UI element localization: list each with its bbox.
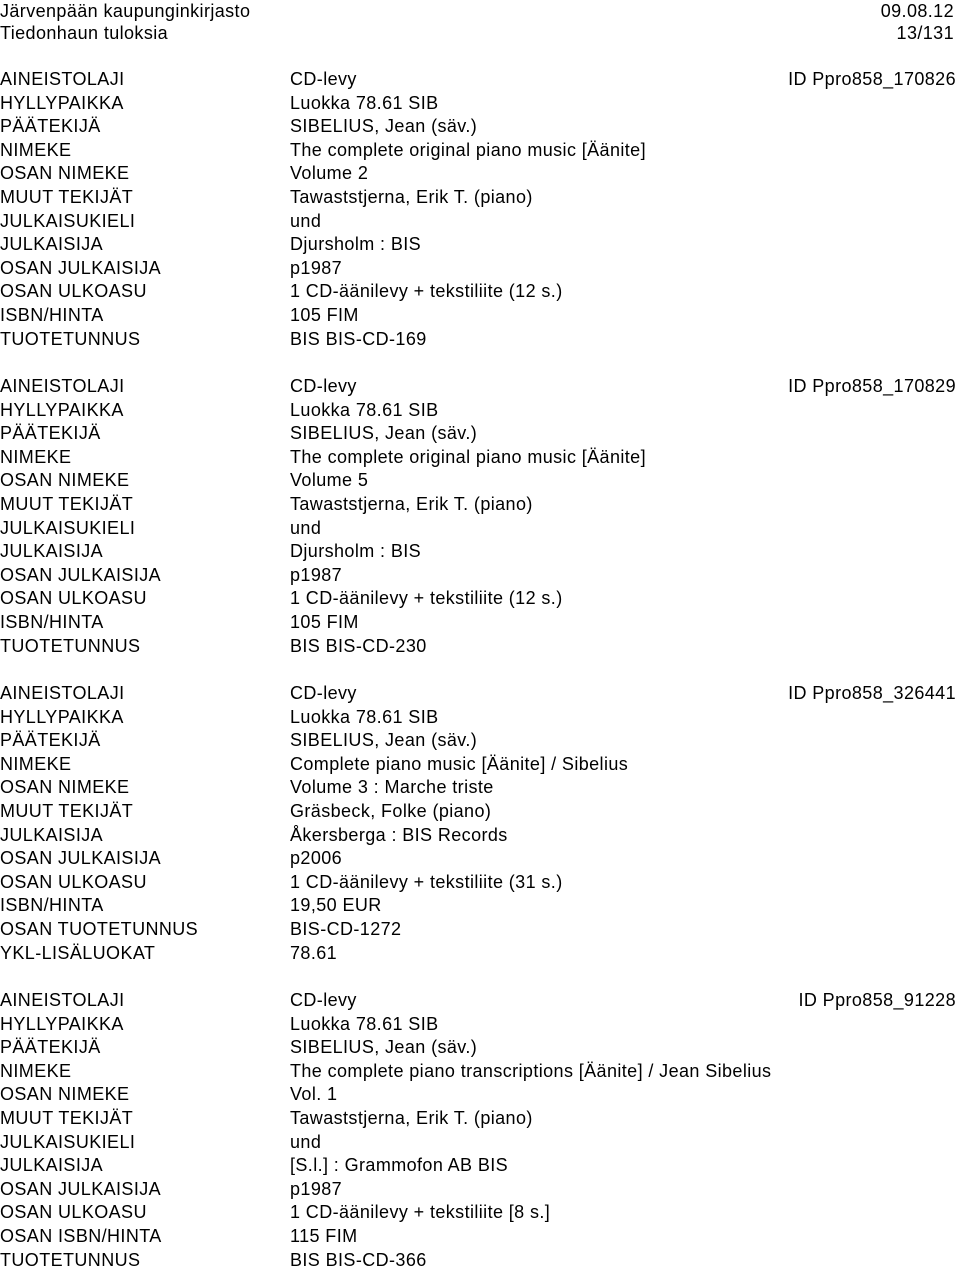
field-row: [0, 115, 960, 139]
field-row: [0, 894, 960, 918]
field-label: JULKAISIJA: [0, 1155, 104, 1176]
field-row: [0, 210, 960, 234]
field-value: Volume 3 : Marche triste: [290, 777, 494, 798]
field-row: [0, 257, 960, 281]
record-id: ID Ppro858_170829: [788, 376, 956, 396]
field-label: JULKAISUKIELI: [0, 1131, 136, 1152]
field-label: HYLLYPAIKKA: [0, 399, 124, 420]
field-label: HYLLYPAIKKA: [0, 92, 124, 113]
field-row: [0, 304, 960, 328]
field-row: [0, 587, 960, 611]
field-label: MUUT TEKIJÄT: [0, 493, 134, 514]
field-label: OSAN NIMEKE: [0, 470, 130, 491]
field-value: Tawaststjerna, Erik T. (piano): [290, 493, 533, 514]
record-id: ID Ppro858_326441: [788, 683, 956, 703]
field-label: MUUT TEKIJÄT: [0, 800, 134, 821]
field-value: Volume 5: [290, 470, 369, 491]
field-row: [0, 1249, 960, 1272]
field-label: OSAN ISBN/HINTA: [0, 1225, 162, 1246]
field-label: AINEISTOLAJI: [0, 69, 125, 89]
field-value: Luokka 78.61 SIB: [290, 1013, 439, 1034]
field-label: NIMEKE: [0, 139, 72, 160]
field-value: SIBELIUS, Jean (säv.): [290, 730, 478, 751]
field-label: NIMEKE: [0, 753, 72, 774]
field-label: NIMEKE: [0, 1060, 72, 1081]
field-label: OSAN JULKAISIJA: [0, 848, 162, 869]
field-row: [0, 1060, 960, 1084]
field-label: HYLLYPAIKKA: [0, 706, 124, 727]
field-row: [0, 753, 960, 777]
field-label: HYLLYPAIKKA: [0, 1013, 124, 1034]
field-value: 115 FIM: [290, 1225, 358, 1246]
field-value: BIS-CD-1272: [290, 918, 402, 939]
field-label: ISBN/HINTA: [0, 895, 104, 916]
field-row: [0, 611, 960, 635]
field-label: OSAN NIMEKE: [0, 1084, 130, 1105]
field-value: BIS BIS-CD-169: [290, 328, 427, 349]
field-row: [0, 1225, 960, 1249]
field-label: OSAN JULKAISIJA: [0, 1178, 162, 1199]
header-row-2: [0, 22, 954, 45]
page-header: [0, 0, 960, 46]
field-label: OSAN ULKOASU: [0, 281, 147, 302]
field-row: [0, 280, 960, 304]
field-value: 19,50 EUR: [290, 895, 382, 916]
field-label: OSAN NIMEKE: [0, 777, 130, 798]
field-value: Luokka 78.61 SIB: [290, 399, 439, 420]
page-number: 13/131: [896, 23, 954, 43]
field-value: CD-levy: [290, 69, 357, 89]
field-value: The complete piano transcriptions [Äänite] / Jean Sibelius: [290, 1060, 772, 1081]
field-row: [0, 1154, 960, 1178]
field-label: AINEISTOLAJI: [0, 376, 125, 396]
field-row: [0, 328, 960, 352]
field-value: 105 FIM: [290, 611, 359, 632]
field-label: OSAN JULKAISIJA: [0, 564, 162, 585]
library-name: Järvenpään kaupunginkirjasto: [0, 1, 251, 21]
field-value: p1987: [290, 564, 343, 585]
field-label: ISBN/HINTA: [0, 304, 104, 325]
field-row: [0, 942, 960, 966]
field-label: YKL-LISÄLUOKAT: [0, 942, 156, 963]
field-row: [0, 1013, 960, 1037]
field-value: Tawaststjerna, Erik T. (piano): [290, 1107, 533, 1128]
record: [0, 682, 960, 965]
field-label: JULKAISUKIELI: [0, 517, 136, 538]
field-value: Luokka 78.61 SIB: [290, 92, 439, 113]
field-row: [0, 729, 960, 753]
field-row: [0, 139, 960, 163]
field-label: TUOTETUNNUS: [0, 1249, 141, 1270]
field-value: The complete original piano music [Äänite]: [290, 446, 646, 467]
field-label: JULKAISIJA: [0, 541, 104, 562]
field-label: ISBN/HINTA: [0, 611, 104, 632]
field-label: NIMEKE: [0, 446, 72, 467]
field-row: [0, 989, 960, 1013]
field-row: [0, 517, 960, 541]
record: [0, 989, 960, 1272]
field-label: OSAN ULKOASU: [0, 871, 147, 892]
record-id: ID Ppro858_170826: [788, 69, 956, 89]
field-row: [0, 776, 960, 800]
field-value: Complete piano music [Äänite] / Sibelius: [290, 753, 629, 774]
field-value: 1 CD-äänilevy + tekstiliite (31 s.): [290, 871, 563, 892]
field-row: [0, 1036, 960, 1060]
field-label: JULKAISUKIELI: [0, 210, 136, 231]
field-row: [0, 493, 960, 517]
field-row: [0, 564, 960, 588]
field-value: [S.l.] : Grammofon AB BIS: [290, 1155, 509, 1176]
field-label: PÄÄTEKIJÄ: [0, 1037, 101, 1058]
field-label: OSAN ULKOASU: [0, 588, 147, 609]
field-label: OSAN JULKAISIJA: [0, 257, 162, 278]
field-value: CD-levy: [290, 683, 357, 703]
field-value: 1 CD-äänilevy + tekstiliite [8 s.]: [290, 1202, 551, 1223]
field-label: PÄÄTEKIJÄ: [0, 423, 101, 444]
field-label: AINEISTOLAJI: [0, 990, 125, 1010]
field-row: [0, 186, 960, 210]
field-label: OSAN TUOTETUNNUS: [0, 918, 199, 939]
field-value: Gräsbeck, Folke (piano): [290, 800, 492, 821]
field-value: 1 CD-äänilevy + tekstiliite (12 s.): [290, 281, 563, 302]
field-row: [0, 469, 960, 493]
field-value: CD-levy: [290, 376, 357, 396]
field-value: Vol. 1: [290, 1084, 338, 1105]
field-value: und: [290, 210, 322, 231]
record: [0, 68, 960, 351]
field-value: p1987: [290, 1178, 343, 1199]
field-row: [0, 446, 960, 470]
record: [0, 375, 960, 658]
field-label: MUUT TEKIJÄT: [0, 186, 134, 207]
print-date: 09.08.12: [880, 1, 954, 21]
field-value: BIS BIS-CD-230: [290, 635, 427, 656]
field-row: [0, 1131, 960, 1155]
field-value: SIBELIUS, Jean (säv.): [290, 423, 478, 444]
field-label: JULKAISIJA: [0, 824, 104, 845]
field-row: [0, 682, 960, 706]
field-row: [0, 706, 960, 730]
field-value: 1 CD-äänilevy + tekstiliite (12 s.): [290, 588, 563, 609]
field-value: Djursholm : BIS: [290, 541, 422, 562]
field-row: [0, 800, 960, 824]
field-row: [0, 162, 960, 186]
field-row: [0, 422, 960, 446]
field-row: [0, 871, 960, 895]
field-label: AINEISTOLAJI: [0, 683, 125, 703]
field-value: Volume 2: [290, 163, 369, 184]
field-row: [0, 824, 960, 848]
field-row: [0, 540, 960, 564]
field-row: [0, 1178, 960, 1202]
field-value: CD-levy: [290, 990, 357, 1010]
field-row: [0, 1083, 960, 1107]
field-value: SIBELIUS, Jean (säv.): [290, 116, 478, 137]
field-row: [0, 1107, 960, 1131]
field-label: PÄÄTEKIJÄ: [0, 730, 101, 751]
field-value: Djursholm : BIS: [290, 234, 422, 255]
field-value: 105 FIM: [290, 304, 359, 325]
field-value: The complete original piano music [Äänite]: [290, 139, 646, 160]
field-value: SIBELIUS, Jean (säv.): [290, 1037, 478, 1058]
field-label: TUOTETUNNUS: [0, 328, 141, 349]
field-value: p2006: [290, 848, 343, 869]
record-id: ID Ppro858_91228: [798, 990, 956, 1010]
results-subtitle: Tiedonhaun tuloksia: [0, 23, 169, 43]
field-value: und: [290, 517, 322, 538]
field-row: [0, 375, 960, 399]
field-value: Luokka 78.61 SIB: [290, 706, 439, 727]
field-label: OSAN NIMEKE: [0, 163, 130, 184]
field-row: [0, 68, 960, 92]
field-row: [0, 918, 960, 942]
field-value: Åkersberga : BIS Records: [290, 824, 508, 845]
field-label: OSAN ULKOASU: [0, 1202, 147, 1223]
field-label: TUOTETUNNUS: [0, 635, 141, 656]
field-row: [0, 1201, 960, 1225]
field-row: [0, 92, 960, 116]
field-label: PÄÄTEKIJÄ: [0, 116, 101, 137]
field-value: BIS BIS-CD-366: [290, 1249, 427, 1270]
field-row: [0, 635, 960, 659]
field-value: Tawaststjerna, Erik T. (piano): [290, 186, 533, 207]
field-label: MUUT TEKIJÄT: [0, 1107, 134, 1128]
header-row-1: [0, 0, 954, 23]
field-value: 78.61: [290, 942, 338, 963]
field-row: [0, 399, 960, 423]
field-label: JULKAISIJA: [0, 234, 104, 255]
field-row: [0, 233, 960, 257]
field-value: p1987: [290, 257, 343, 278]
field-value: und: [290, 1131, 322, 1152]
field-row: [0, 847, 960, 871]
